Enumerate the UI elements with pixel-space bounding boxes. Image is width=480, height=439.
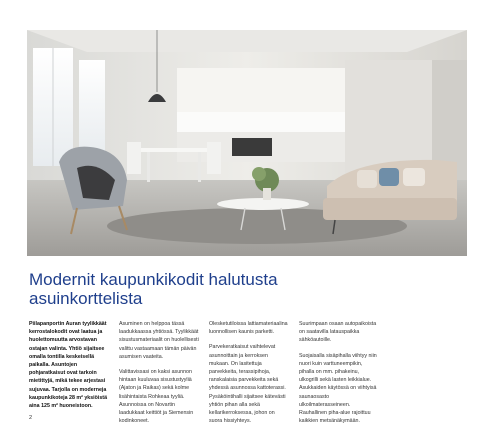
lead-paragraph: Piilapanportin Auran tyylikkäät kerrostalokodit ovat laatua ja huolettomuutta arvostavan ostajan valinta. Yhtiö sijaitsee omalla tontilla keskeisellä paikalla. Asuntojen pohjaratkaisut ovat tarkoin mietittyjä, mikä tekee arjestasi sujuvaa. Tarjolla on moderneja kaupunkikoteja 28 m² yksiöistä aina 125 m² huoneistoon. <box>29 321 108 410</box>
body-paragraph: Olesketutiloissa lattiamateriaalina luonnollisen kaunis parketti. <box>209 321 288 336</box>
text-column-3 <box>209 320 289 432</box>
page-heading: Modernit kaupunkikodit halutusta asuinkorttelista <box>29 270 278 308</box>
text-column-1 <box>29 320 109 432</box>
text-columns <box>29 320 465 432</box>
interior-photo <box>27 30 467 256</box>
body-paragraph: Parvekeratkaisut vaihtelevat asunnoittain ja kerroksen mukaan. On lasitettuja parvekkeita, terassipihoja, ranskalaisia parvekkeita sekä yhdessä asunnossa kattoterassi. Pysäköintihalli sijaitsee kätevästi yhtiön pihan alla sekä kellarikerroksessa, johon on suora hissiyhteys. <box>209 344 286 425</box>
text-column-4 <box>299 320 379 432</box>
body-paragraph: Valittavissasi on kaksi asunnon hintaan kuuluvaa sisustustyyliä (Ajaton ja Raikas) sekä kolme lisähintaista Rohkeaa tyyliä. Asunnoissa on Novartin laadukkaat keittiöt ja Siemensin kodinkoneet. <box>119 369 194 425</box>
text-column-2 <box>119 320 199 432</box>
body-paragraph: Suurimpaan osaan autopaikoista on saatavilla latauspaikka sähköautoille. <box>299 321 377 344</box>
body-paragraph: Asuminen on helppoa tässä laadukkaassa yhtiössä. Tyylikkäät sisustusmateriaalit on huolellisesti valittu vastaamaan tämän päivän asumisen vaateita. <box>119 321 199 360</box>
page-number: 2 <box>29 415 33 421</box>
body-paragraph: Suojaisalla sisäpihalla viihtyy niin nuori kuin varttuneempikin, pihalla on mm. pihakeinu, ulkogrilli sekä lasten leikkialue. Asukkaiden käytössä on viihtyisä saunaosasto ulkoilmaterasseineen. Rauhallinen piha-alue rajoittuu kaikkien metsänäkymään. <box>299 352 377 425</box>
